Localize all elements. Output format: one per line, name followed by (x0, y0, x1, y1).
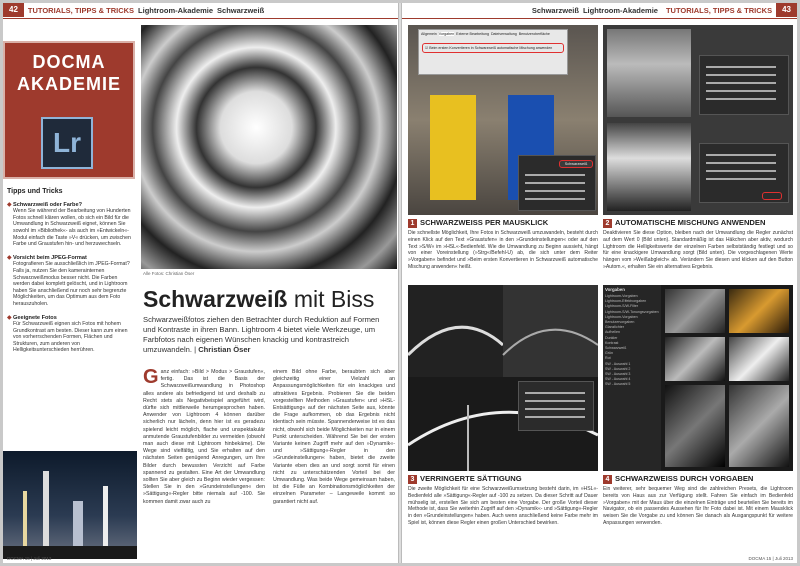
bw-button[interactable] (559, 160, 593, 168)
step-text: Die schnellste Möglichkeit, Ihre Fotos in Schwarzweiß umzuwandeln, besteht durch einen Klick auf den Text »Graustufen« in den »Grundeinstellungen« oder auf den Text »S/W« im »HSL«-Bedienfeld. Wie die Umwandlung zu Beginn aussieht, hängt von einer Voreinstellung (»Strg«/Befehl-U) ab, die sich unter dem Reiter »Vorgaben« befindet und »Beim ersten Konvertieren in Schwarzweiß automatische Mischung anwenden« heißt. (408, 230, 598, 270)
presets-panel (603, 285, 661, 471)
tip-item (7, 255, 135, 308)
preset-item[interactable]: Lightroom-S/W-Filter (605, 304, 639, 309)
step-number: 4 (603, 475, 612, 484)
slider-track[interactable] (706, 178, 776, 180)
photo-credit: Alle Fotos: Christian Öser (143, 271, 195, 276)
title-bold: Schwarzweiß (143, 286, 288, 312)
preset-list (605, 294, 659, 388)
preset-item[interactable]: SW - Auswahl 3 (605, 372, 631, 377)
tip-item (7, 315, 135, 355)
tab-dateiverwaltung[interactable]: Dateiverwaltung (490, 32, 517, 36)
step-title: SCHWARZWEISS DURCH VORGABEN (615, 474, 754, 484)
slider-track[interactable] (706, 74, 776, 76)
page-footer: DOCMA 15 | Juli 2013 (7, 556, 52, 561)
preset-item[interactable]: Lightroom-S/W-Tonungsvorgaben (605, 309, 659, 314)
tip-text: Für Schwarzweiß eignen sich Fotos mit hohem Grundkontrast am besten. Dieser kann zum einen von vorherrschenden Formen, Flächen und Strukturen, zum anderen von Helligkeitsunterschieden herrühren. (13, 321, 128, 354)
step3-caption (408, 475, 598, 527)
body-column-1 (143, 366, 265, 506)
article-title (143, 286, 374, 313)
preset-preview (729, 337, 789, 381)
step4-caption (603, 475, 793, 527)
preset-item[interactable]: Kontrast (605, 340, 619, 345)
preset-item[interactable]: Benutzervorgaben (605, 320, 635, 325)
step-title: SCHWARZWEISS PER MAUSKLICK (420, 218, 549, 228)
topic-title: Schwarzweiß (531, 5, 579, 15)
preset-item[interactable]: Rot (605, 356, 611, 361)
step-number: 3 (408, 475, 417, 484)
auto-button-highlight[interactable] (762, 192, 782, 200)
preferences-tabs (419, 30, 567, 38)
step-heading (603, 475, 793, 484)
slider-track[interactable] (525, 174, 585, 176)
step1-screenshot (408, 25, 598, 215)
preset-item[interactable]: SW - Auswahl 2 (605, 366, 631, 371)
tip-text: Wenn Sie während der Bearbeitung von Hunderten Fotos schnell klären wollen, ob sich ein Bild für die Umwandlung in Schwarzweiß eignet, können Sie sowohl im »Bibliothek«- als auch im »Entwickeln«-Modul einfach die Taste »V« drücken, um zwischen Farbe und Graustufen hin- und herzuwechseln. (13, 208, 131, 248)
preset-preview (729, 385, 789, 467)
step-heading (408, 475, 598, 484)
auto-mix-option[interactable]: ☑ Beim ersten Konvertieren in Schwarzweiß automatische Mischung anwenden (425, 46, 553, 50)
section-title: TUTORIALS, TIPPS & TRICKS (665, 5, 773, 15)
preset-item[interactable]: Glanzlichter (605, 325, 624, 330)
presets-title: Vorgaben (605, 287, 625, 292)
slider-track[interactable] (706, 90, 776, 92)
header-rule (402, 18, 797, 19)
akademie-title (13, 51, 125, 95)
left-page (3, 3, 398, 563)
article-intro (143, 315, 393, 355)
right-page (402, 3, 797, 563)
preset-preview (665, 289, 725, 333)
step-text: Die zweite Möglichkeit für eine Schwarzweißumsetzung besteht darin, im »HSL«-Bedienfeld alle »Sättigung«-Regler auf -100 zu setzen. Da dieser Schritt auf Dauer mühselig ist, erstellen Sie sich am besten eine Vorgabe. Der große Vorteil dieser Methode ist, dass Sie weiterhin Zugriff auf den »Dynamik«- und »Sättigung«-Regler in den »Grundeinstellungen« haben. Auch wenn anschließend keine Farbe mehr im Spiel ist, können diese Regler einen großen Unterschied bewirken. (408, 486, 598, 526)
basic-panel (518, 155, 596, 211)
tab-vorgaben[interactable]: Vorgaben (438, 32, 455, 36)
slider-track[interactable] (706, 170, 776, 172)
step-text: Ein weiterer, sehr bequemer Weg sind die zahlreichen Presets, die Lightroom bereits von Haus aus zur Verfügung stellt. Fahren Sie einfach im Bedienfeld »Vorgaben« mit der Maus über die einzelnen Einträge und beurteilen Sie bereits im Navigator, ob ein passendes Aussehen für Ihr Foto dabei ist. Mit einem Mausklick weisen Sie die Vorgabe zu und können Sie danach als Ausgangspunkt für weitere Anpassungen verwenden. (603, 486, 793, 526)
step-heading (408, 219, 598, 228)
column-1-text: anz einfach: »Bild > Modus > Graustufen«, fertig. Das ist die Basis der Schwarzweißumwandlung in Photoshop alles andere als befriedigend ist und deshalb zu Recht stets als Negativbeispiel angeführt wird, dürfte sich mittlerweile herumgesprochen haben. Anwender von Lightroom 4 können darüber sicherlich nur lächeln, denn hier ist es geradezu spielend leicht möglich, flache und unspektakulär anmutende Graustufenbilder zu vermeiden (obwohl man auch diese mit Lightroom hinbekäme). Die Wege sind vielfältig, und Sie erhalten auf den nächsten Seiten genügend Anregungen, um Ihre Bilder durch bewussten Verzicht auf Farbe spannend zu gestalten. Eine Art der Umwandlung sollten Sie aber gleich zu Beginn wieder vergessen: Stellen Sie in den »Grundeinstellungen« den »Sättigung«-Regler bitte niemals auf -100. Sie kommen damit zwar auch zu (143, 369, 265, 505)
slider-track[interactable] (525, 400, 585, 402)
page-header (532, 3, 797, 17)
slider-track[interactable] (525, 198, 585, 200)
tab-externe-bearbeitung[interactable]: Externe Bearbeitung (456, 32, 489, 36)
tip-text: Fotografieren Sie ausschließlich im JPEG-Format? Falls ja, nutzen Sie den kamerainternen Schwarzweißmodus besser nicht. Die Farben werden dabei komplett gelöscht, und in Lightroom haben Sie anschließend nur noch sehr begrenzte Möglichkeiten, um das Optimum aus dem Foto herauszuholen. (13, 261, 130, 307)
bw-mix-panel-after (699, 143, 789, 203)
bw-mix-panel-before (699, 55, 789, 115)
preset-item[interactable]: Lightroom-Vorgaben (605, 314, 638, 319)
tab-benutzeroberflaeche[interactable]: Benutzeroberfläche (518, 32, 550, 36)
slider-track[interactable] (706, 82, 776, 84)
preset-item[interactable]: SW - Auswahl 4 (605, 377, 631, 382)
preset-preview (665, 337, 725, 381)
step-number: 2 (603, 219, 612, 228)
highlight-ring (422, 43, 564, 53)
bullet-icon: ◆ (7, 201, 12, 208)
hsl-panel (518, 381, 594, 431)
subsection-title: Lightroom-Akademie (138, 5, 214, 15)
yellow-door (430, 95, 476, 200)
bullet-icon: ◆ (7, 314, 12, 321)
preset-item[interactable]: Dunkler (605, 335, 618, 340)
slider-track[interactable] (525, 416, 585, 418)
bridge-photos (408, 285, 598, 471)
section-title: TUTORIALS, TIPPS & TRICKS (27, 5, 135, 15)
slider-track[interactable] (706, 66, 776, 68)
slider-track[interactable] (525, 182, 585, 184)
step1-caption (408, 219, 598, 271)
bw-door-before (607, 29, 691, 117)
preset-preview (729, 289, 789, 333)
subsection-title: Lightroom-Akademie (582, 5, 658, 15)
drop-cap: G (143, 366, 159, 388)
tip-item (7, 202, 135, 248)
preset-item[interactable]: Lightroom-Effektvorgaben (605, 299, 647, 304)
bullet-icon: ◆ (7, 254, 12, 261)
header-rule (3, 18, 398, 19)
preset-item[interactable]: Lightroom-Vorgaben (605, 294, 638, 298)
article-body (143, 366, 395, 506)
step2-screenshot (603, 25, 793, 215)
preset-item[interactable]: Schwarzweiß (605, 346, 627, 351)
preset-preview (665, 385, 725, 467)
slider-track[interactable] (525, 392, 585, 394)
bw-door-after (607, 123, 691, 211)
step2-caption (603, 219, 793, 271)
step-title: AUTOMATISCHE MISCHUNG ANWENDEN (615, 218, 766, 228)
page-header (3, 3, 268, 17)
skyline-graphic (3, 451, 137, 559)
preset-item[interactable]: SW - Auswahl 1 (605, 361, 631, 366)
step3-screenshot (408, 285, 598, 471)
step-heading (603, 219, 793, 228)
page-footer: DOCMA 15 | Juli 2013 (748, 556, 793, 561)
akademie-line2: AKADEMIE (16, 74, 121, 94)
step4-screenshot (603, 285, 793, 471)
step-number: 1 (408, 219, 417, 228)
tip-title: Geeignete Fotos (13, 314, 57, 321)
tip-title: Vorsicht beim JPEG-Format (13, 254, 87, 261)
spiral-staircase-photo (141, 25, 397, 269)
page-number: 43 (776, 3, 797, 17)
slider-track[interactable] (525, 408, 585, 410)
tip-title: Schwarzweiß oder Farbe? (13, 201, 83, 208)
tips-heading: Tipps und Tricks (7, 188, 63, 195)
page-number: 42 (3, 3, 24, 17)
akademie-box (3, 41, 135, 179)
topic-title: Schwarzweiß (217, 5, 265, 15)
tab-allgemein[interactable]: Allgemein (421, 32, 437, 36)
title-rest: mit Biss (287, 286, 375, 312)
slider-track[interactable] (706, 98, 776, 100)
lightroom-logo: Lr (41, 117, 93, 169)
akademie-line1: DOCMA (32, 52, 106, 72)
preset-item[interactable]: SW - Auswahl 5 (605, 382, 631, 387)
body-column-2: einem Bild ohne Farbe, beraubten sich aber gleichzeitig einer Vielzahl an Anpassungsmöglichkeiten für ein knackiges und attraktives Ergebnis. Probieren Sie die beiden vorgestellten Methoden »Graustufen« und »HSL-Entsättigung« auf der nächsten Seite aus, könnte die Frage aufkommen, ob das Ergebnis nicht identisch sein müsste. Spannenderweise ist es das nicht, obwohl sich beide Möglichkeiten nur in einem Punkt unterscheiden. Während Sie bei der ersten Variante keinen Zugriff mehr auf den »Dynamik«- und »Sättigung«-Regler in den »Grundeinstellungen« haben, bietet die zweite Variante eben dies an und sorgt somit für einen nicht zu unterschätzenden Vorteil bei der Umwandlung. Was beide Wege gemeinsam haben, ist die Fülle an Kombinationsmöglichkeiten der einzelnen Parameter – Langeweile kommt so garantiert nicht auf. (273, 369, 395, 505)
preferences-dialog (418, 29, 568, 75)
preset-item[interactable]: Aufhellen (605, 330, 620, 335)
night-city-photo (3, 451, 137, 559)
bw-label: Schwarzweiß (564, 162, 588, 166)
step-title: VERRINGERTE SÄTTIGUNG (420, 474, 522, 484)
auto-mix-label: Beim ersten Konvertieren in Schwarzweiß automatische Mischung anwenden (429, 46, 553, 50)
author-name: Christian Öser (198, 345, 251, 354)
slider-track[interactable] (525, 190, 585, 192)
step-text: Deaktivieren Sie diese Option, bleiben nach der Umwandlung die Regler zunächst auf dem Wert 0 (Bild unten). Standardmäßig ist das Häkchen aber aktiv, wodurch Lightroom die Helligkeitswerte der einzelnen Farben selbstständig festlegt und so für eine knackigere Umwandlung sorgt (Bild unten). Die vorgeschlagenen Werte hängen vom »Weißabgleich« ab. Verändern Sie diesen und klicken auf den Button »Autom.«, erhalten Sie ein alternatives Ergebnis. (603, 230, 793, 270)
tips-sidebar (7, 189, 135, 361)
intro-text: Schwarzweißfotos ziehen den Betrachter durch Reduktion auf Formen und Kontraste in ihren Bann. Lightroom 4 bietet viele Werkzeuge, um Farbfotos nach eigenen Wünschen knackig und kontrastreich umzuwandeln. | (143, 315, 380, 354)
preset-item[interactable]: Grün (605, 351, 613, 356)
slider-track[interactable] (706, 154, 776, 156)
slider-track[interactable] (706, 162, 776, 164)
